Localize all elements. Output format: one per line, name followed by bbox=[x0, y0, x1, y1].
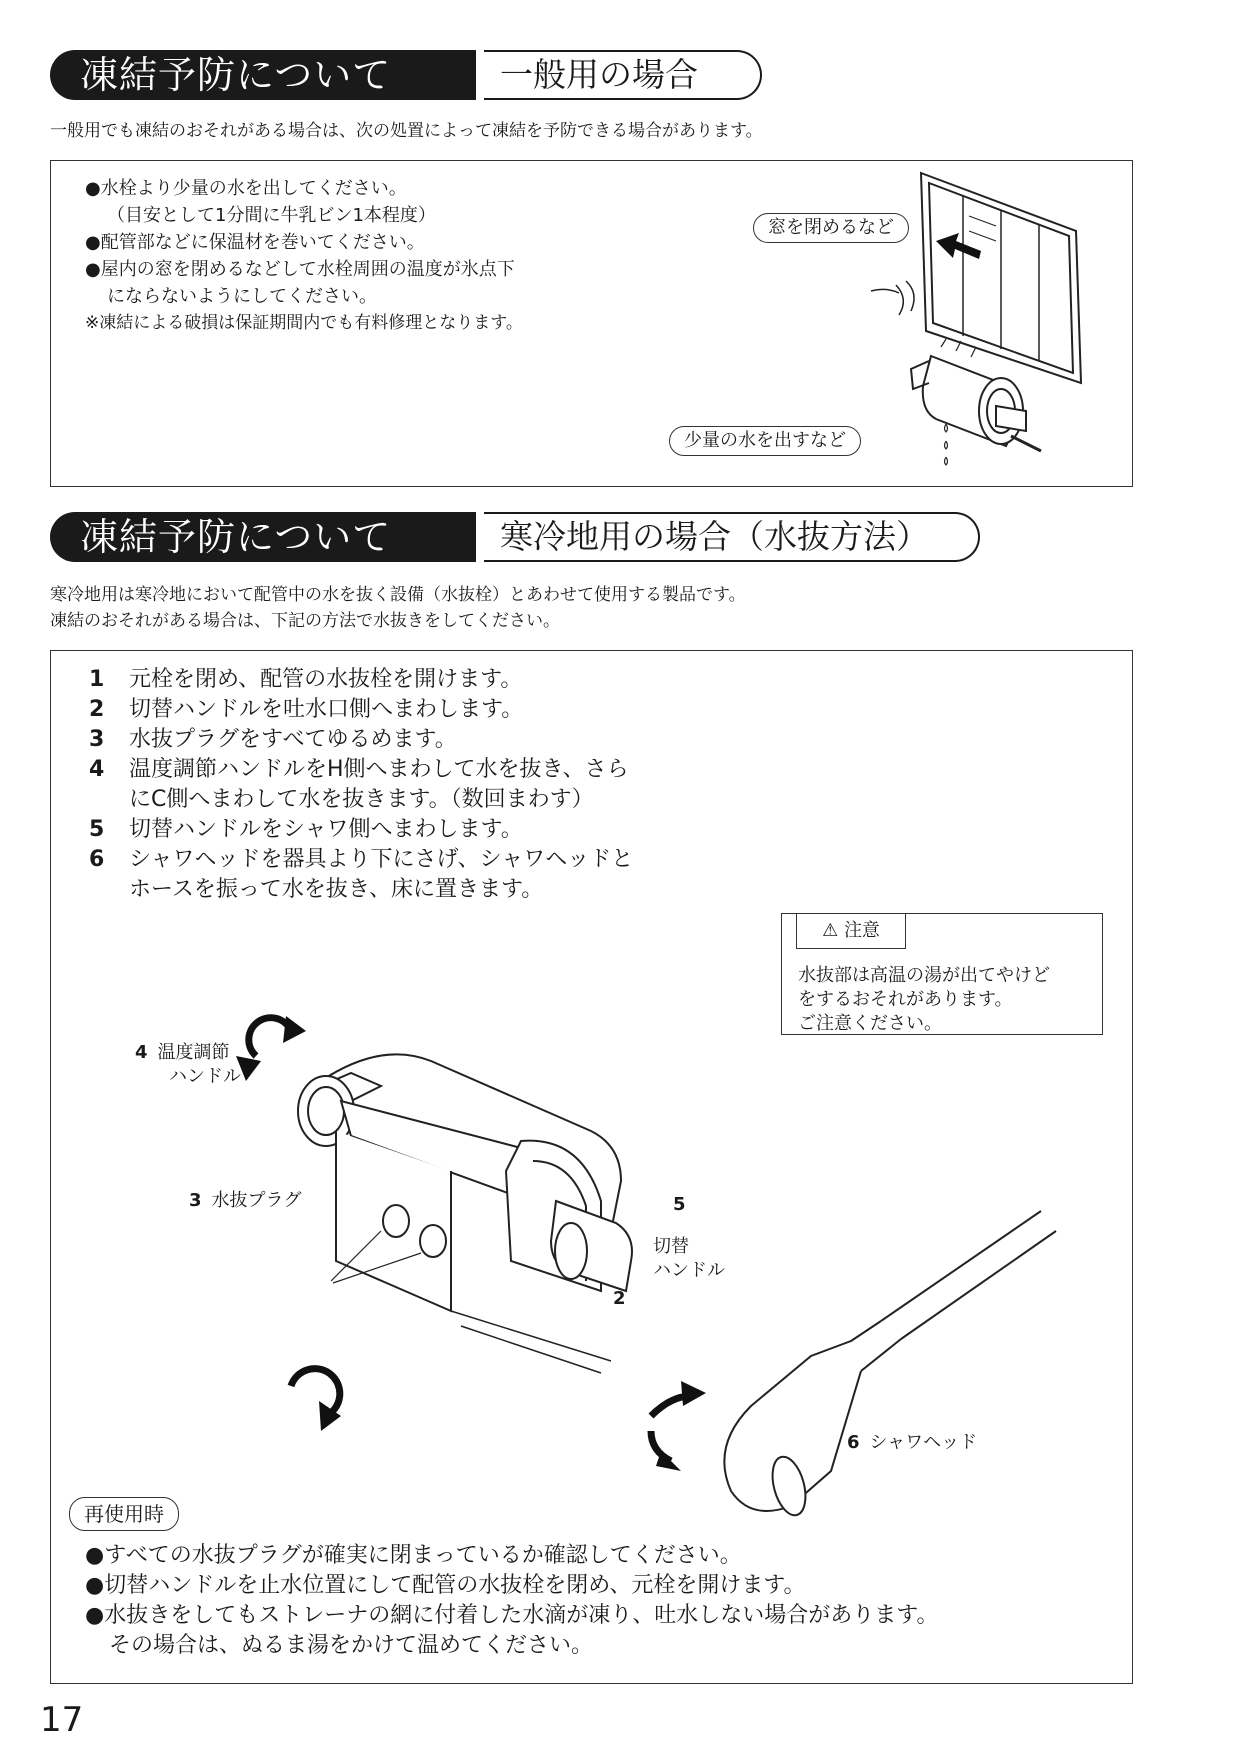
bullet-line: （目安として1分間に牛乳ビン1本程度） bbox=[107, 205, 436, 226]
section2-intro-line: 寒冷地用は寒冷地において配管中の水を抜く設備（水抜栓）とあわせて使用する製品です。 bbox=[50, 585, 746, 605]
section1-box bbox=[50, 160, 1133, 487]
step-1: 1 元栓を閉め、配管の水抜栓を開けます。 bbox=[89, 667, 523, 692]
label-shower-head: 6 シャワヘッド bbox=[847, 1432, 978, 1453]
section2-subtitle: 寒冷地用の場合（水抜方法） bbox=[484, 512, 980, 562]
step-6-cont: ホースを振って水を抜き、床に置きます。 bbox=[129, 877, 544, 902]
section2-box bbox=[50, 650, 1133, 1684]
section1-intro: 一般用でも凍結のおそれがある場合は、次の処置によって凍結を予防できる場合があります。 bbox=[50, 121, 763, 141]
bullet-line: にならないようにしてください。 bbox=[107, 286, 377, 307]
step-6: 6 シャワヘッドを器具より下にさげ、シャワヘッドと bbox=[89, 847, 634, 872]
bullet-line: ●水栓より少量の水を出してください。 bbox=[85, 178, 407, 199]
section1-title: 凍結予防について bbox=[50, 50, 484, 100]
window-faucet-illustration bbox=[51, 161, 1134, 488]
label-temp-handle-2: ハンドル bbox=[169, 1066, 241, 1087]
section1-header bbox=[50, 50, 762, 100]
reuse-line: ●すべての水抜プラグが確実に閉まっているか確認してください。 bbox=[85, 1543, 742, 1568]
bullet-line: ●配管部などに保温材を巻いてください。 bbox=[85, 232, 425, 253]
warning-icon: ⚠ bbox=[822, 920, 839, 941]
label-switch-handle: 切替 bbox=[653, 1236, 689, 1257]
steps-list bbox=[89, 665, 633, 905]
tag-run-water: 少量の水を出すなど bbox=[669, 426, 861, 456]
section2-intro bbox=[50, 582, 746, 634]
step-4: 4 温度調節ハンドルをH側へまわして水を抜き、さら bbox=[89, 757, 629, 782]
reuse-tag: 再使用時 bbox=[69, 1497, 179, 1531]
step-4-cont: にC側へまわして水を抜きます。（数回まわす） bbox=[129, 787, 594, 812]
reuse-line: ●切替ハンドルを止水位置にして配管の水抜栓を閉め、元栓を開けます。 bbox=[85, 1573, 806, 1598]
section2-title: 凍結予防について bbox=[50, 512, 484, 562]
section2-header bbox=[50, 512, 980, 562]
reuse-line: その場合は、ぬるま湯をかけて温めてください。 bbox=[109, 1633, 594, 1658]
caution-title: ⚠ 注意 bbox=[796, 913, 906, 949]
label-switch-5: 5 bbox=[673, 1194, 686, 1215]
bullet-line: ●屋内の窓を閉めるなどして水栓周囲の温度が氷点下 bbox=[85, 259, 515, 280]
caution-text: 水抜部は高温の湯が出てやけど をするおそれがあります。 ご注意ください。 bbox=[798, 965, 1050, 1034]
step-2: 2 切替ハンドルを吐水口側へまわします。 bbox=[89, 697, 524, 722]
section2-intro-line: 凍結のおそれがある場合は、下記の方法で水抜きをしてください。 bbox=[50, 611, 560, 631]
section1-subtitle: 一般用の場合 bbox=[484, 50, 762, 100]
reuse-list bbox=[85, 1541, 938, 1661]
label-temp-handle: 4 温度調節 bbox=[135, 1042, 230, 1063]
page-number: 17 bbox=[40, 1700, 84, 1740]
tag-close-window: 窓を閉めるなど bbox=[753, 213, 909, 243]
label-switch-2: 2 bbox=[613, 1288, 626, 1309]
step-5: 5 切替ハンドルをシャワ側へまわします。 bbox=[89, 817, 523, 842]
bullet-line: ※凍結による破損は保証期間内でも有料修理となります。 bbox=[85, 313, 523, 333]
label-switch-handle-2: ハンドル bbox=[653, 1260, 725, 1281]
step-3: 3 水抜プラグをすべてゆるめます。 bbox=[89, 727, 457, 752]
label-drain-plug: 3 水抜プラグ bbox=[189, 1190, 302, 1211]
reuse-line: ●水抜きをしてもストレーナの網に付着した水滴が凍り、吐水しない場合があります。 bbox=[85, 1603, 939, 1628]
